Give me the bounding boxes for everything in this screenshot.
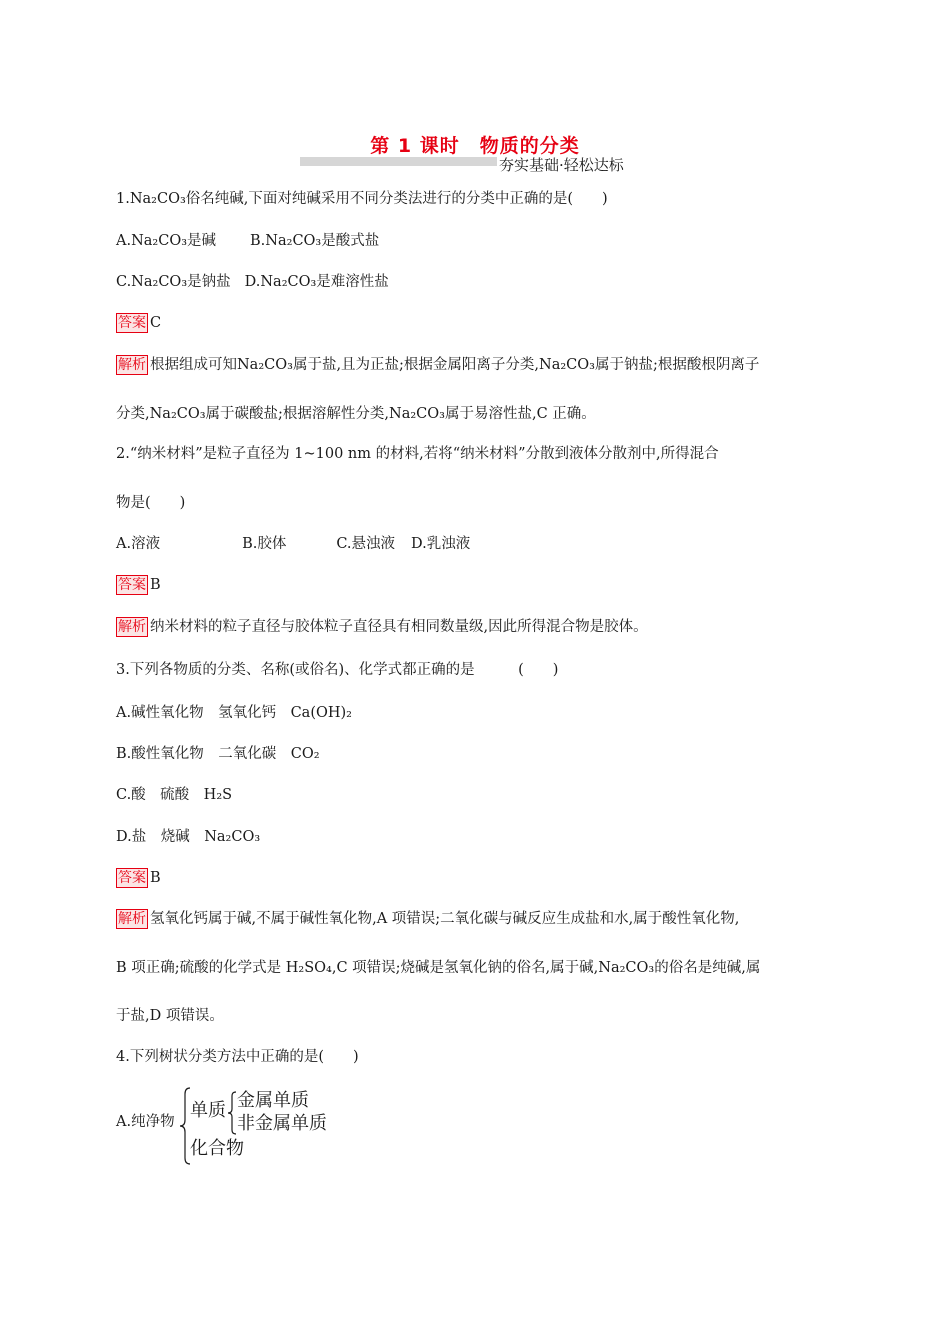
option-c: C.悬浊液 — [336, 536, 396, 552]
analysis-text: 氢氧化钙属于碱,不属于碱性氧化物,A 项错误;二氧化碳与碱反应生成盐和水,属于酸性氧化物, — [150, 911, 740, 927]
page-title: 第 1 课时 物质的分类 — [370, 135, 580, 157]
answer-value: C — [150, 315, 162, 331]
question-3-option-b: B.酸性氧化物 二氧化碳 CO₂ — [116, 746, 320, 762]
question-3-analysis-line-1 — [116, 909, 739, 929]
analysis-text: 根据组成可知Na₂CO₃属于盐,且为正盐;根据金属阳离子分类,Na₂CO₃属于钠盐;根据酸根阴离子 — [150, 357, 760, 373]
subtitle-bar — [300, 157, 497, 166]
question-4-option-a-label: A.纯净物 — [116, 1114, 175, 1130]
analysis-tag: 解析 — [118, 619, 146, 635]
question-3-option-c: C.酸 硫酸 H₂S — [116, 787, 233, 803]
tree-node-simple-substance: 单质 — [190, 1100, 226, 1121]
question-4-stem: 4.下列树状分类方法中正确的是( ) — [116, 1049, 359, 1065]
question-3-answer — [116, 868, 161, 888]
question-2-options — [116, 534, 470, 554]
answer-tag: 答案 — [118, 315, 146, 331]
question-2-answer — [116, 575, 161, 595]
option-d: D.乳浊液 — [411, 536, 471, 552]
analysis-text: 纳米材料的粒子直径与胶体粒子直径具有相同数量级,因此所得混合物是胶体。 — [150, 619, 648, 635]
section-subtitle: 夯实基础·轻松达标 — [499, 156, 624, 174]
question-3-stem: 3.下列各物质的分类、名称(或俗名)、化学式都正确的是 ( ) — [116, 662, 559, 678]
answer-value: B — [150, 870, 161, 886]
option-a: A.Na₂CO₃是碱 — [116, 233, 217, 249]
question-3-option-d: D.盐 烧碱 Na₂CO₃ — [116, 829, 261, 845]
option-d: D.Na₂CO₃是难溶性盐 — [244, 274, 389, 290]
option-c: C.Na₂CO₃是钠盐 — [116, 274, 231, 290]
question-1-answer — [116, 313, 161, 333]
question-2-stem-line-1: 2.“纳米材料”是粒子直径为 1~100 nm 的材料,若将“纳米材料”分散到液体分散剂中,所得混合 — [116, 446, 719, 462]
question-3-analysis-line-2: B 项正确;硫酸的化学式是 H₂SO₄,C 项错误;烧碱是氢氧化钠的俗名,属于碱,Na₂CO₃的俗名是纯碱,属 — [116, 960, 761, 976]
question-1-options-cd — [116, 272, 389, 292]
question-2-analysis — [116, 617, 648, 637]
answer-tag: 答案 — [118, 577, 146, 593]
option-a: A.溶液 — [116, 536, 161, 552]
option-b: B.Na₂CO₃是酸式盐 — [250, 233, 380, 249]
tree-node-compound: 化合物 — [190, 1138, 244, 1159]
question-1-analysis-line-1 — [116, 355, 759, 375]
question-3-option-a: A.碱性氧化物 氢氧化钙 Ca(OH)₂ — [116, 705, 352, 721]
question-1-stem: 1.Na₂CO₃俗名纯碱,下面对纯碱采用不同分类法进行的分类中正确的是( ) — [116, 191, 608, 207]
tree-node-metal-element: 金属单质 — [237, 1090, 309, 1111]
question-1-options-ab — [116, 231, 379, 251]
tree-node-nonmetal-element: 非金属单质 — [237, 1113, 327, 1134]
option-b: B.胶体 — [242, 536, 287, 552]
analysis-tag: 解析 — [118, 357, 146, 373]
question-1-analysis-line-2: 分类,Na₂CO₃属于碳酸盐;根据溶解性分类,Na₂CO₃属于易溶性盐,C 正确。 — [116, 406, 596, 422]
analysis-tag: 解析 — [118, 911, 146, 927]
answer-value: B — [150, 577, 161, 593]
question-2-stem-line-2: 物是( ) — [116, 495, 186, 511]
question-3-analysis-line-3: 于盐,D 项错误。 — [116, 1008, 224, 1024]
answer-tag: 答案 — [118, 870, 146, 886]
